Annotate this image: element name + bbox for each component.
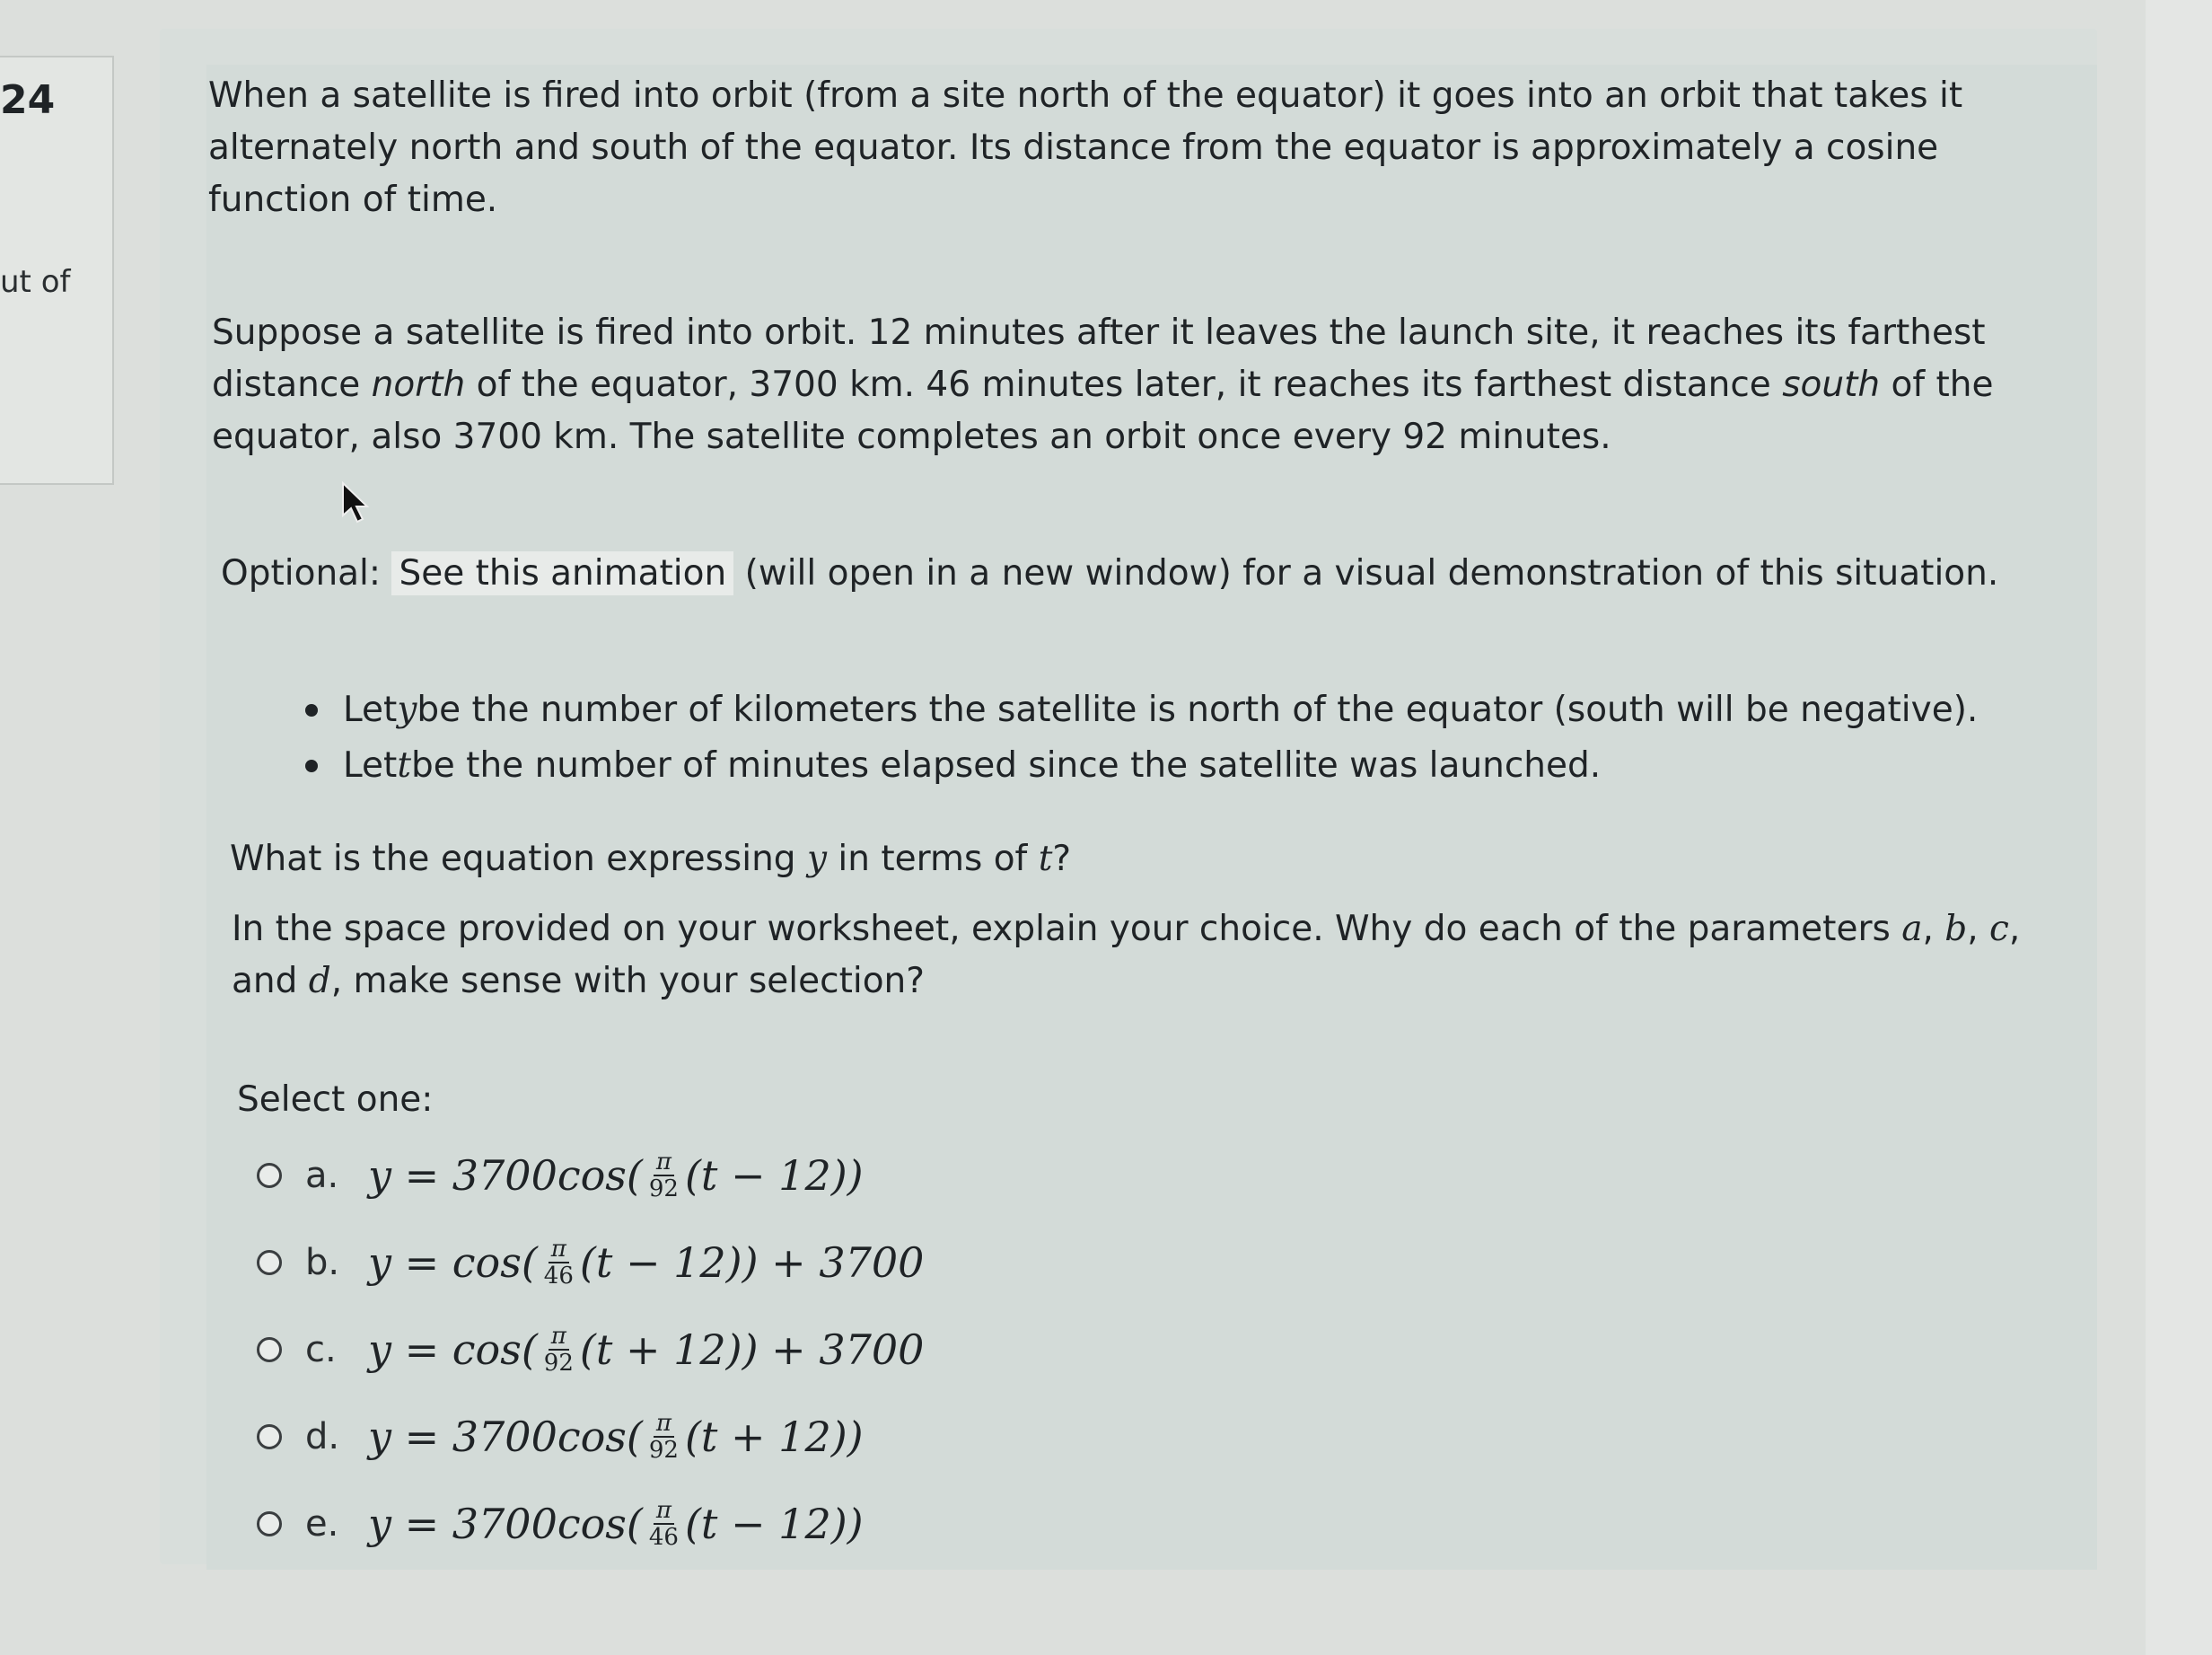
answer-option-d[interactable]: d. y = 3700cos( $\frac{\pi}{92}$ (t + 12)) bbox=[257, 1393, 924, 1480]
radio-button[interactable] bbox=[257, 1424, 282, 1449]
page-right-edge bbox=[2146, 0, 2212, 1655]
emphasis-south: south bbox=[1782, 365, 1881, 405]
answer-option-b[interactable]: b. y = cos( $\frac{\pi}{46}$ (t − 12)) + 3700 bbox=[257, 1219, 924, 1306]
mouse-cursor-icon bbox=[341, 481, 372, 524]
emphasis-north: north bbox=[371, 365, 466, 405]
list-item: Let t be the number of minutes elapsed since the satellite was launched. bbox=[305, 738, 1978, 794]
formula: y = cos( $\frac{\pi}{46}$ (t − 12)) + 3700 bbox=[368, 1235, 925, 1290]
formula: y = 3700cos( $\frac{\pi}{92}$ (t − 12)) bbox=[368, 1148, 864, 1202]
scenario-paragraph: Suppose a satellite is fired into orbit. 12 minutes after it leaves the launch site, it reaches its farthest distance north of the equator, 3700 km. 46 minutes later, it reaches its farthest distance south of the equator, also 3700 km. The satellite completes an orbit once every 92 minutes. bbox=[212, 313, 1994, 457]
optional-description: (will open in a new window) for a visual demonstration of this situation. bbox=[744, 553, 1999, 594]
select-one-label: Select one: bbox=[237, 1079, 434, 1120]
animation-link[interactable]: See this animation bbox=[391, 551, 733, 595]
radio-button[interactable] bbox=[257, 1337, 282, 1362]
intro-paragraph: When a satellite is fired into orbit (from a site north of the equator) it goes into an orbit that takes it alternately north and south of the equator. Its distance from the equator is approximately a cosine function of time. bbox=[208, 75, 1963, 220]
variable-definitions-list bbox=[305, 682, 1978, 794]
bullet-icon bbox=[305, 760, 318, 772]
formula: y = cos( $\frac{\pi}{92}$ (t + 12)) + 3700 bbox=[368, 1322, 925, 1377]
list-item: Let y be the number of kilometers the satellite is north of the equator (south will be negative). bbox=[305, 682, 1978, 738]
question-prompt: What is the equation expressing y in terms of t? bbox=[230, 839, 1072, 879]
radio-button[interactable] bbox=[257, 1511, 282, 1536]
formula: y = 3700cos( $\frac{\pi}{92}$ (t + 12)) bbox=[368, 1409, 864, 1464]
radio-button[interactable] bbox=[257, 1250, 282, 1275]
answer-option-a[interactable]: a. y = 3700cos( $\frac{\pi}{92}$ (t − 12)) bbox=[257, 1131, 924, 1219]
optional-label: Optional: bbox=[221, 553, 382, 594]
worksheet-instructions: In the space provided on your worksheet, explain your choice. Why do each of the parameters a, b, c, and d, make sense with your selection? bbox=[232, 909, 2021, 1001]
optional-animation-line bbox=[221, 548, 1998, 600]
question-number: 24 bbox=[0, 77, 56, 123]
formula: y = 3700cos( $\frac{\pi}{46}$ (t − 12)) bbox=[368, 1496, 864, 1551]
radio-button[interactable] bbox=[257, 1163, 282, 1188]
question-points-label: ut of bbox=[0, 264, 71, 300]
answer-option-e[interactable]: e. y = 3700cos( $\frac{\pi}{46}$ (t − 12)) bbox=[257, 1480, 924, 1567]
bullet-icon bbox=[305, 704, 318, 717]
answer-option-c[interactable]: c. y = cos( $\frac{\pi}{92}$ (t + 12)) + 3700 bbox=[257, 1306, 924, 1393]
answer-options bbox=[257, 1131, 924, 1567]
